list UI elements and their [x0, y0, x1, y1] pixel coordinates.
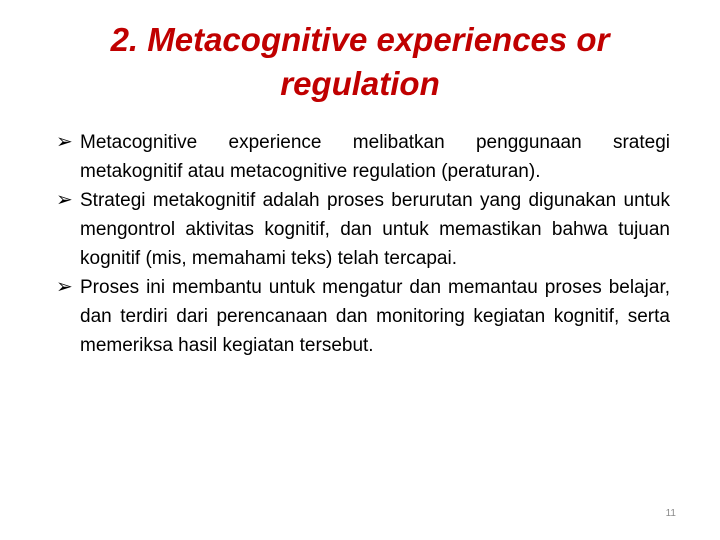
bullet-text-2: Strategi metakognitif adalah proses berurutan yang digunakan untuk mengontrol aktivitas kognitif, dan untuk memastikan bahwa tujuan kognitif (mis, memahami teks) telah tercapai.: [80, 190, 670, 269]
slide-title-line-2: regulation: [280, 65, 440, 102]
arrow-bullet-icon: ➢: [56, 189, 73, 211]
bullet-text-3: Proses ini membantu untuk mengatur dan memantau proses belajar, dan terdiri dari perencanaan dan monitoring kegiatan kognitif, serta memeriksa hasil kegiatan tersebut.: [80, 277, 670, 356]
bullet-text-1: Metacognitive experience melibatkan penggunaan srategi metakognitif atau metacognitive regulation (peraturan).: [80, 132, 670, 182]
bullet-item-1: [56, 128, 670, 186]
slide-title: [40, 18, 680, 106]
bullet-list: [56, 128, 670, 360]
bullet-item-2: [56, 186, 670, 273]
page-number: 11: [665, 508, 676, 519]
bullet-item-3: [56, 273, 670, 360]
arrow-bullet-icon: ➢: [56, 131, 73, 153]
arrow-bullet-icon: ➢: [56, 276, 73, 298]
slide-title-line-1: 2. Metacognitive experiences or: [110, 21, 610, 58]
